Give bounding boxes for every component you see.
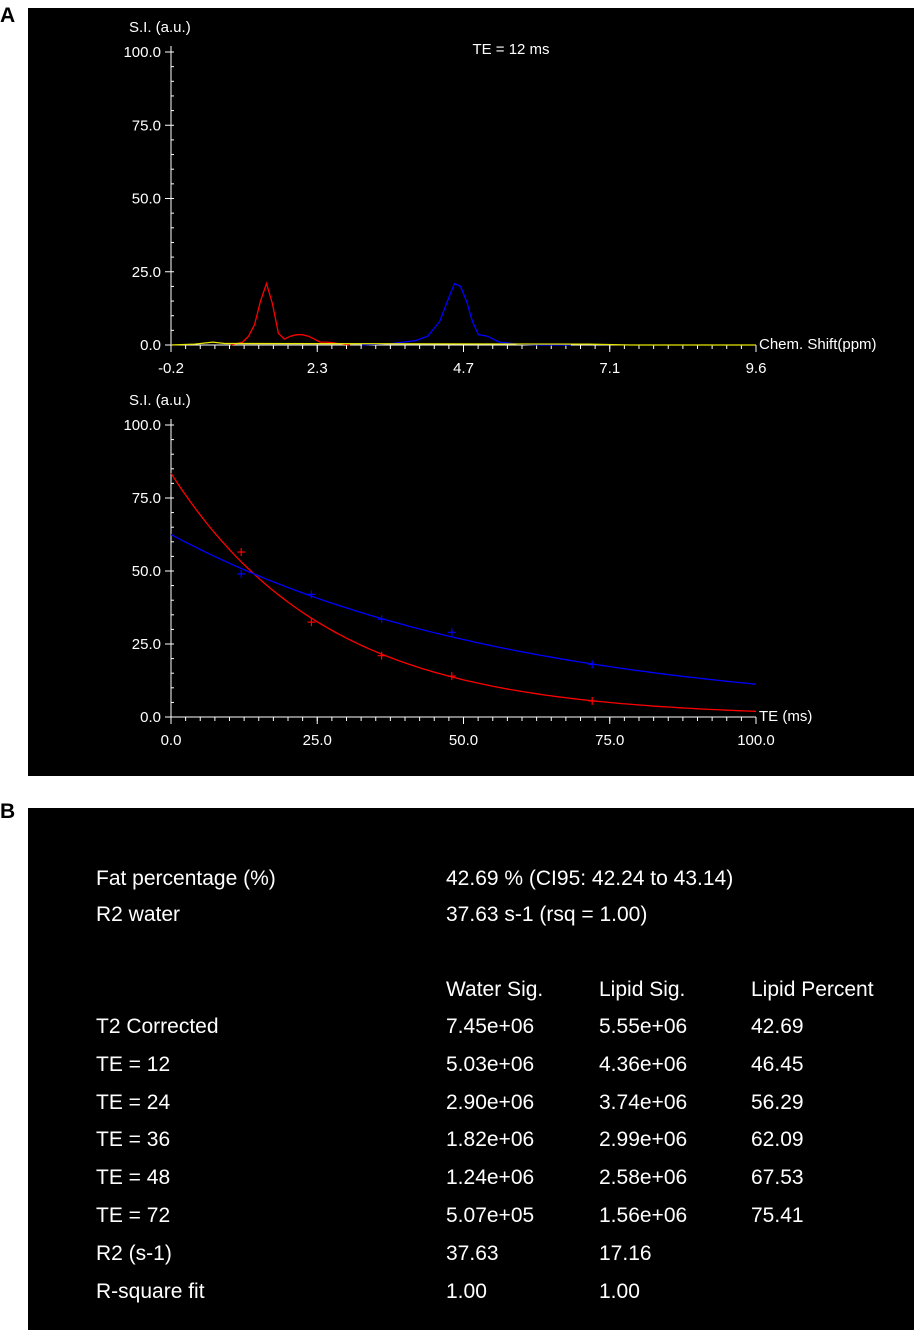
y-tick-label: 25.0 [131, 263, 161, 281]
x-tick-label: 9.6 [745, 360, 767, 377]
x-tick-label: 0.0 [160, 732, 182, 749]
r2-water-value: 37.63 s-1 (rsq = 1.00) [446, 903, 648, 926]
table-cell: 17.16 [599, 1241, 652, 1265]
x-tick-label: 2.3 [306, 360, 328, 377]
y-tick-label: 0.0 [140, 709, 161, 726]
y-tick-label: 75.0 [131, 117, 161, 135]
y-tick-label: 25.0 [131, 636, 161, 653]
panel-a-label: A [0, 4, 16, 27]
chart-title: TE = 12 ms [472, 41, 550, 58]
series-water-point [448, 672, 456, 680]
series-water-point [588, 697, 596, 705]
fat-percentage-value: 42.69 % (CI95: 42.24 to 43.14) [446, 867, 734, 890]
panel-b-results [28, 808, 914, 1330]
table-cell: 5.07e+05 [446, 1204, 535, 1227]
row-label: T2 Corrected [96, 1015, 219, 1038]
table-cell: 67.53 [751, 1166, 804, 1190]
row-label: R-square fit [96, 1279, 205, 1303]
row-label: TE = 24 [96, 1090, 171, 1114]
x-tick-label: -0.2 [158, 360, 184, 377]
series-lipid-fit-line [171, 535, 756, 685]
table-cell: 42.69 [751, 1015, 804, 1038]
y-tick-label: 50.0 [131, 190, 161, 208]
table-cell: 3.74e+06 [599, 1090, 688, 1114]
table-cell: 1.82e+06 [446, 1128, 535, 1152]
table-cell: 2.90e+06 [446, 1090, 535, 1114]
table-cell: Water Sig. [446, 978, 544, 1001]
table-cell: 2.58e+06 [599, 1166, 688, 1190]
table-cell: 4.36e+06 [599, 1052, 688, 1076]
table-cell: 62.09 [751, 1128, 804, 1152]
series-lipid-point [588, 660, 596, 668]
y-axis-title: S.I. (a.u.) [129, 392, 191, 409]
series-water-point [237, 548, 245, 556]
x-tick-label: 25.0 [302, 732, 332, 749]
series-lipid-point [378, 615, 386, 623]
table-cell: 46.45 [751, 1052, 804, 1076]
series-lipid-point [448, 628, 456, 636]
table-cell: 5.55e+06 [599, 1015, 688, 1038]
x-tick-label: 100.0 [737, 732, 775, 749]
table-cell: 7.45e+06 [446, 1015, 535, 1038]
row-label: TE = 48 [96, 1166, 171, 1190]
r2-water-label: R2 water [96, 903, 181, 926]
x-tick-label: 7.1 [599, 360, 621, 377]
x-axis-title: TE (ms) [759, 708, 813, 725]
y-tick-label: 0.0 [140, 337, 161, 354]
spectrum-chart [28, 8, 914, 383]
table-cell: 1.00 [446, 1279, 487, 1303]
table-cell: Lipid Percent [751, 978, 874, 1001]
decay-chart [28, 386, 914, 766]
y-tick-label: 75.0 [131, 490, 161, 507]
series-fat-line [231, 284, 350, 346]
table-cell: 75.41 [751, 1204, 804, 1227]
series-water-line [362, 284, 571, 346]
y-tick-label: 50.0 [131, 563, 161, 580]
panel-a-charts [28, 8, 914, 776]
series-water-fit-line [171, 473, 756, 711]
table-cell: 1.56e+06 [599, 1204, 688, 1227]
y-axis-title: S.I. (a.u.) [129, 19, 191, 36]
x-tick-label: 75.0 [595, 732, 625, 749]
series-lipid-point [237, 570, 245, 578]
y-tick-label: 100.0 [123, 44, 161, 61]
x-tick-label: 50.0 [448, 732, 479, 749]
row-label: TE = 36 [96, 1128, 171, 1152]
row-label: R2 (s-1) [96, 1241, 172, 1265]
table-cell: 37.63 [446, 1241, 499, 1265]
table-cell: 1.24e+06 [446, 1166, 535, 1190]
x-axis-title: Chem. Shift(ppm) [759, 336, 877, 353]
fat-percentage-label: Fat percentage (%) [96, 867, 276, 890]
row-label: TE = 12 [96, 1052, 171, 1076]
table-cell: 5.03e+06 [446, 1052, 535, 1076]
table-cell: 2.99e+06 [599, 1128, 688, 1152]
x-tick-label: 4.7 [453, 360, 474, 377]
table-cell: 1.00 [599, 1279, 640, 1303]
y-tick-label: 100.0 [123, 417, 161, 434]
table-cell: Lipid Sig. [599, 978, 686, 1001]
panel-b-label: B [0, 800, 16, 823]
table-cell: 56.29 [751, 1090, 804, 1114]
row-label: TE = 72 [96, 1204, 171, 1227]
